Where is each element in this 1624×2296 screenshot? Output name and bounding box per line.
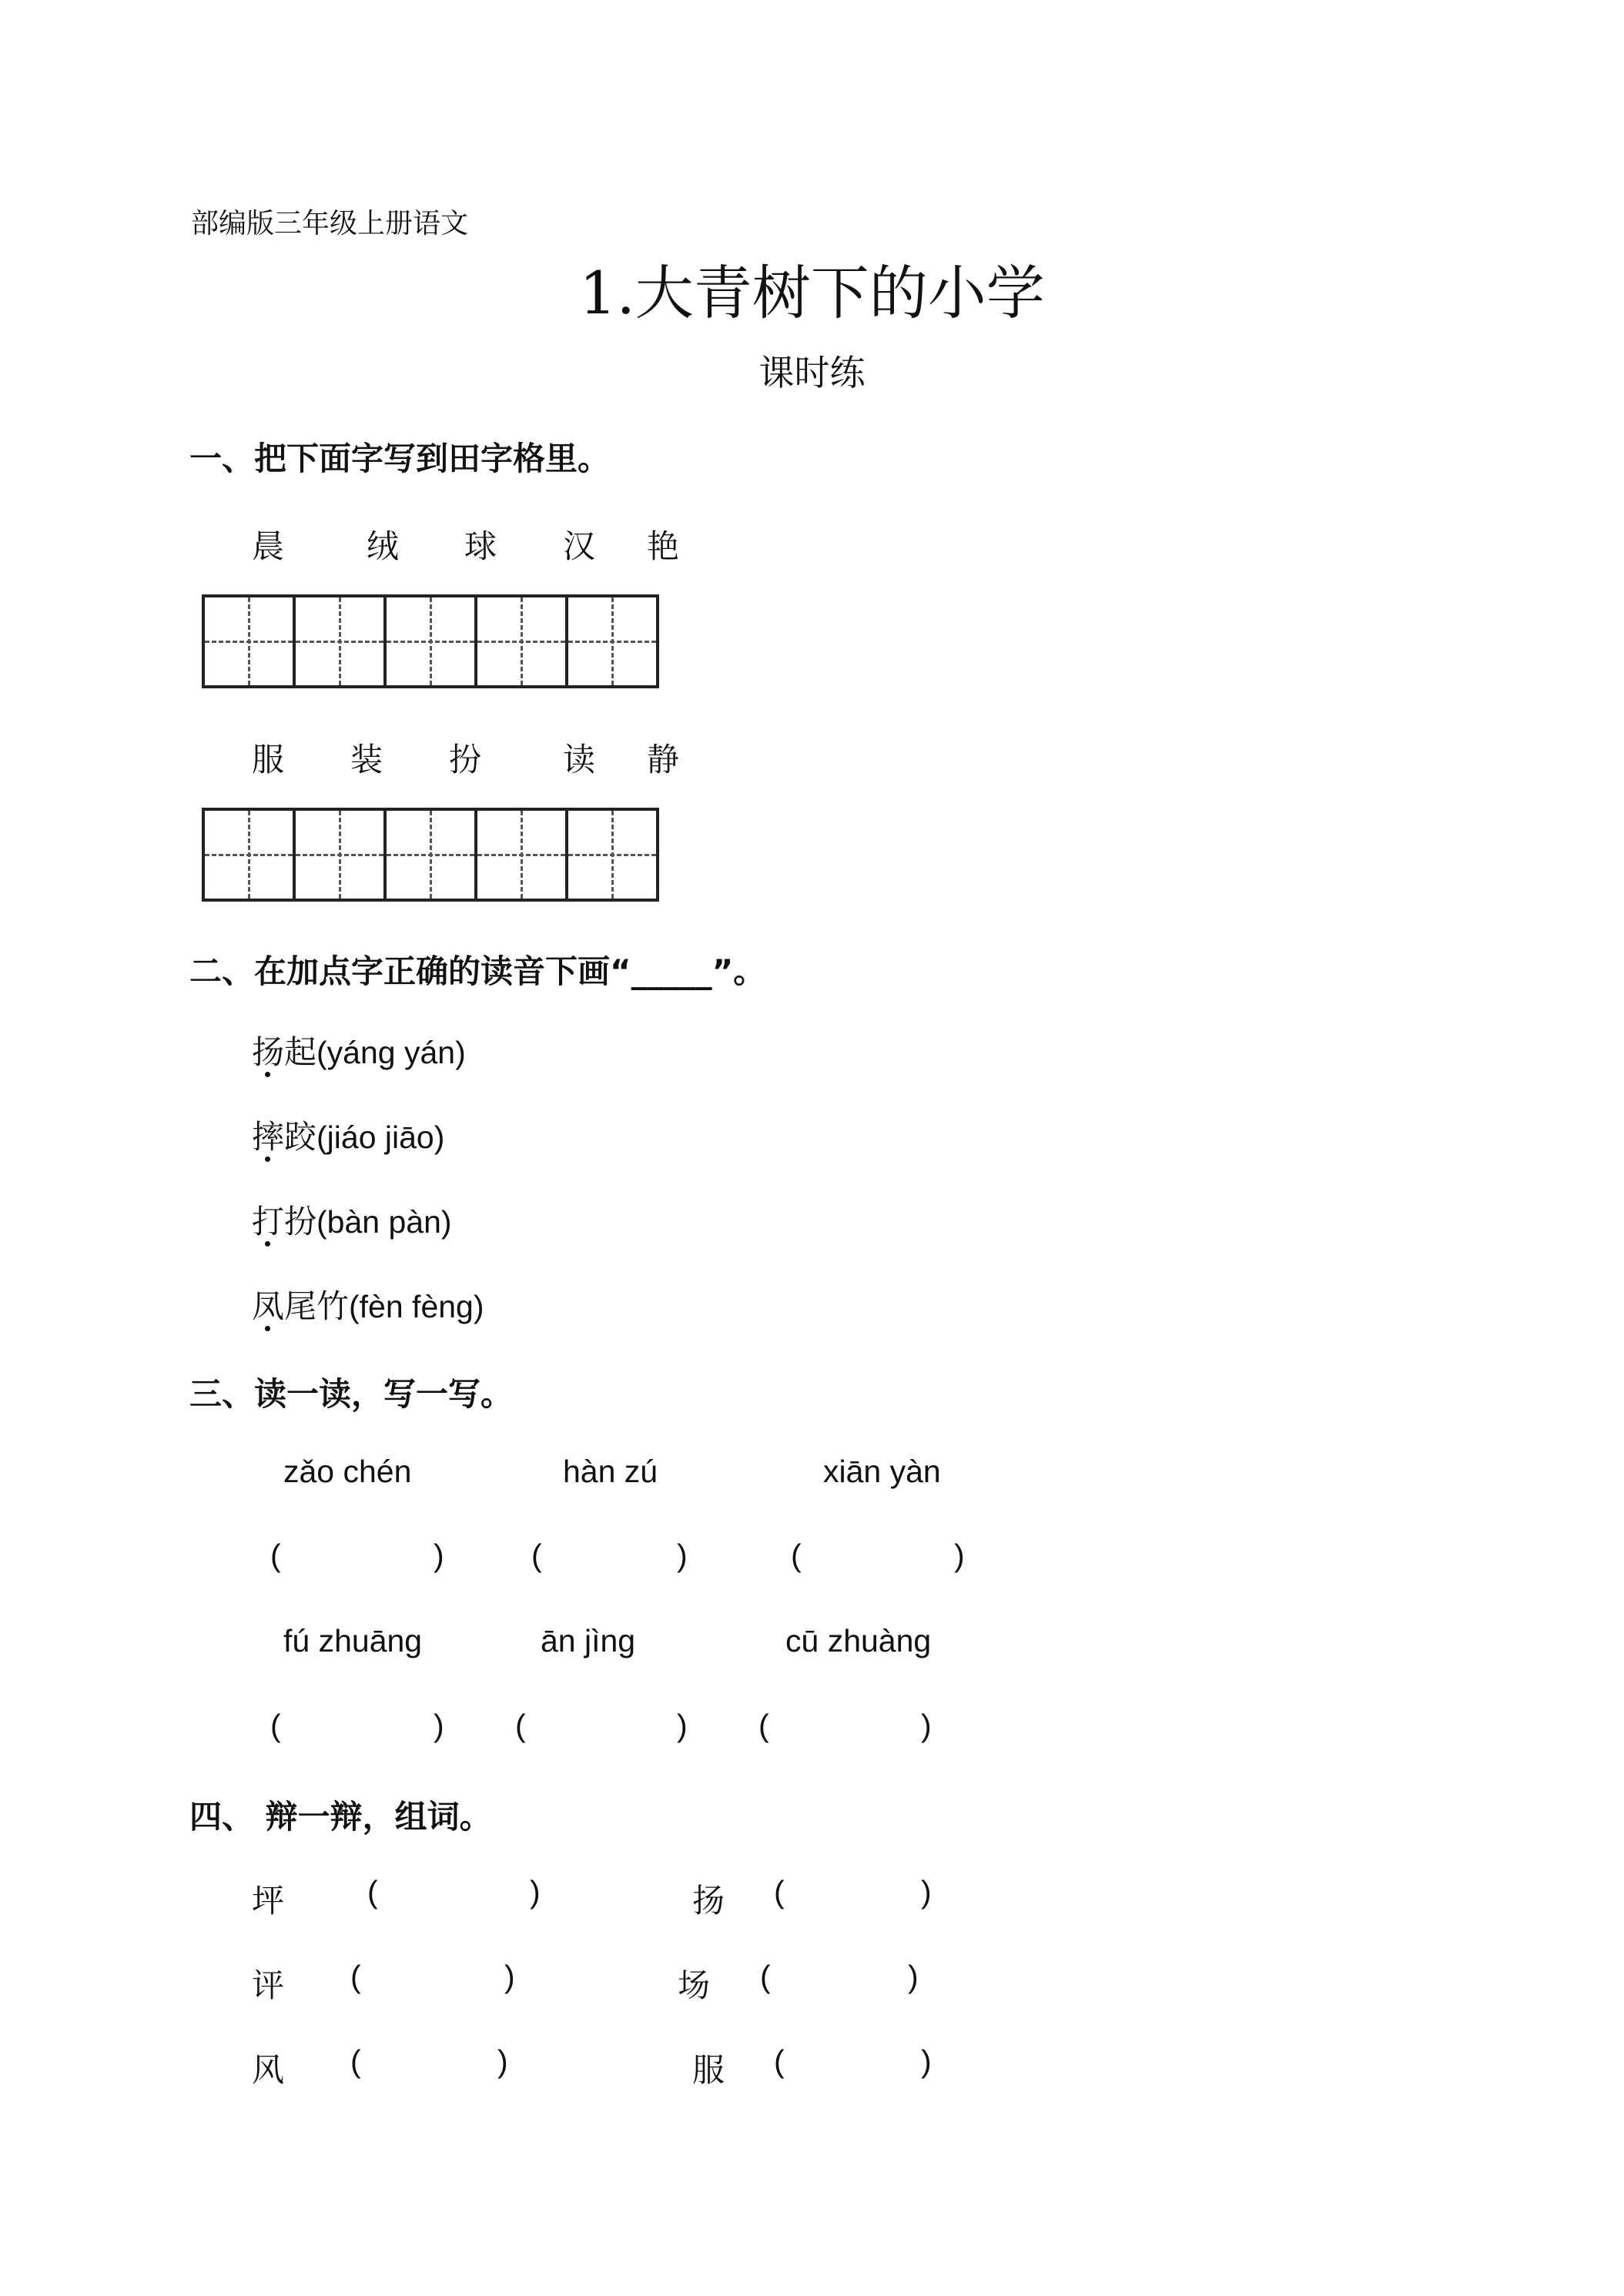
writing-cell[interactable] — [293, 808, 387, 902]
writing-cell[interactable] — [383, 594, 477, 688]
answer-paren-close: ) — [677, 1708, 688, 1743]
reading-pinyin-options: (bàn pàn) — [316, 1204, 452, 1240]
answer-paren-open: ( — [774, 2043, 785, 2079]
answer-paren-close: ) — [530, 1874, 541, 1909]
word-group-char: 风 — [252, 2051, 285, 2089]
answer-paren-open: ( — [350, 2043, 361, 2079]
grid-char: 服 — [252, 741, 285, 778]
textbook-label: 部编版三年级上册语文 — [191, 208, 469, 239]
answer-paren-open: ( — [774, 1874, 785, 1909]
answer-paren-open: ( — [367, 1874, 378, 1909]
section-4-heading: 四、 辩一辩，组词。 — [189, 1798, 492, 1836]
section-1-heading: 一、把下面字写到田字格里。 — [189, 440, 611, 477]
grid-char: 读 — [563, 741, 596, 778]
answer-paren-close: ) — [497, 2043, 508, 2079]
answer-paren-close: ) — [921, 1874, 932, 1909]
writing-cell[interactable] — [474, 594, 568, 688]
answer-paren-open: ( — [531, 1538, 542, 1573]
answer-paren-open: ( — [270, 1538, 281, 1573]
writing-grid-row-1 — [202, 594, 671, 688]
reading-word: 摔跤 — [252, 1118, 317, 1156]
answer-paren-open: ( — [350, 1959, 361, 1994]
answer-paren-close: ) — [677, 1538, 688, 1573]
answer-paren-open: ( — [760, 1959, 771, 1994]
reading-item — [252, 1281, 484, 1327]
grid-char: 晨 — [252, 527, 285, 565]
grid-char: 静 — [647, 741, 680, 778]
answer-paren-close: ) — [921, 2043, 932, 2079]
grid-char: 绒 — [367, 527, 400, 565]
answer-paren-close: ) — [504, 1959, 515, 1994]
section-3-heading: 三、读一读，写一写。 — [189, 1375, 514, 1413]
section-2-heading: 二、在加点字正确的读音下画“_____”。 — [189, 952, 766, 990]
grid-char: 装 — [350, 741, 383, 778]
writing-cell[interactable] — [565, 594, 659, 688]
writing-cell[interactable] — [202, 594, 296, 688]
answer-paren-close: ) — [908, 1959, 919, 1994]
reading-word: 打扮 — [252, 1203, 317, 1240]
pinyin-prompt: zǎo chén — [283, 1454, 412, 1489]
reading-pinyin-options: (yáng yán) — [316, 1035, 466, 1070]
reading-item — [252, 1027, 466, 1073]
word-group-char: 评 — [252, 1966, 285, 2004]
writing-cell[interactable] — [565, 808, 659, 902]
answer-paren-open: ( — [270, 1708, 281, 1743]
writing-cell[interactable] — [293, 594, 387, 688]
writing-cell[interactable] — [474, 808, 568, 902]
grid-char: 艳 — [647, 527, 680, 565]
word-group-char: 场 — [678, 1966, 711, 2004]
answer-paren-open: ( — [515, 1708, 526, 1743]
reading-pinyin-options: (fèn fèng) — [349, 1289, 484, 1324]
pinyin-prompt: hàn zú — [563, 1454, 658, 1489]
page-title: 1.大青树下的小学 — [579, 259, 1045, 327]
page-subtitle: 课时练 — [758, 352, 866, 393]
word-group-char: 坪 — [252, 1882, 285, 1919]
answer-paren-open: ( — [758, 1708, 769, 1743]
answer-paren-close: ) — [954, 1538, 965, 1573]
reading-item — [252, 1197, 452, 1243]
answer-paren-close: ) — [434, 1538, 444, 1573]
emphasis-dot — [265, 1241, 270, 1247]
answer-paren-close: ) — [434, 1708, 444, 1743]
answer-paren-close: ) — [921, 1708, 932, 1743]
word-group-char: 服 — [692, 2051, 725, 2089]
emphasis-dot — [265, 1072, 270, 1077]
reading-word: 凤尾竹 — [252, 1287, 350, 1325]
writing-cell[interactable] — [202, 808, 296, 902]
pinyin-prompt: ān jìng — [541, 1623, 636, 1658]
writing-grid-row-2 — [202, 808, 671, 902]
emphasis-dot — [265, 1156, 270, 1162]
word-group-char: 扬 — [692, 1882, 725, 1919]
reading-word: 扬起 — [252, 1033, 317, 1071]
reading-pinyin-options: (jiáo jiāo) — [316, 1120, 445, 1155]
grid-char: 扮 — [449, 741, 482, 778]
pinyin-prompt: xiān yàn — [823, 1454, 941, 1489]
pinyin-prompt: cū zhuàng — [785, 1623, 932, 1658]
emphasis-dot — [265, 1326, 270, 1331]
grid-char: 汉 — [563, 527, 596, 565]
reading-item — [252, 1112, 444, 1158]
pinyin-prompt: fú zhuāng — [283, 1623, 423, 1658]
writing-cell[interactable] — [383, 808, 477, 902]
grid-char: 球 — [464, 527, 497, 565]
answer-paren-open: ( — [791, 1538, 802, 1573]
